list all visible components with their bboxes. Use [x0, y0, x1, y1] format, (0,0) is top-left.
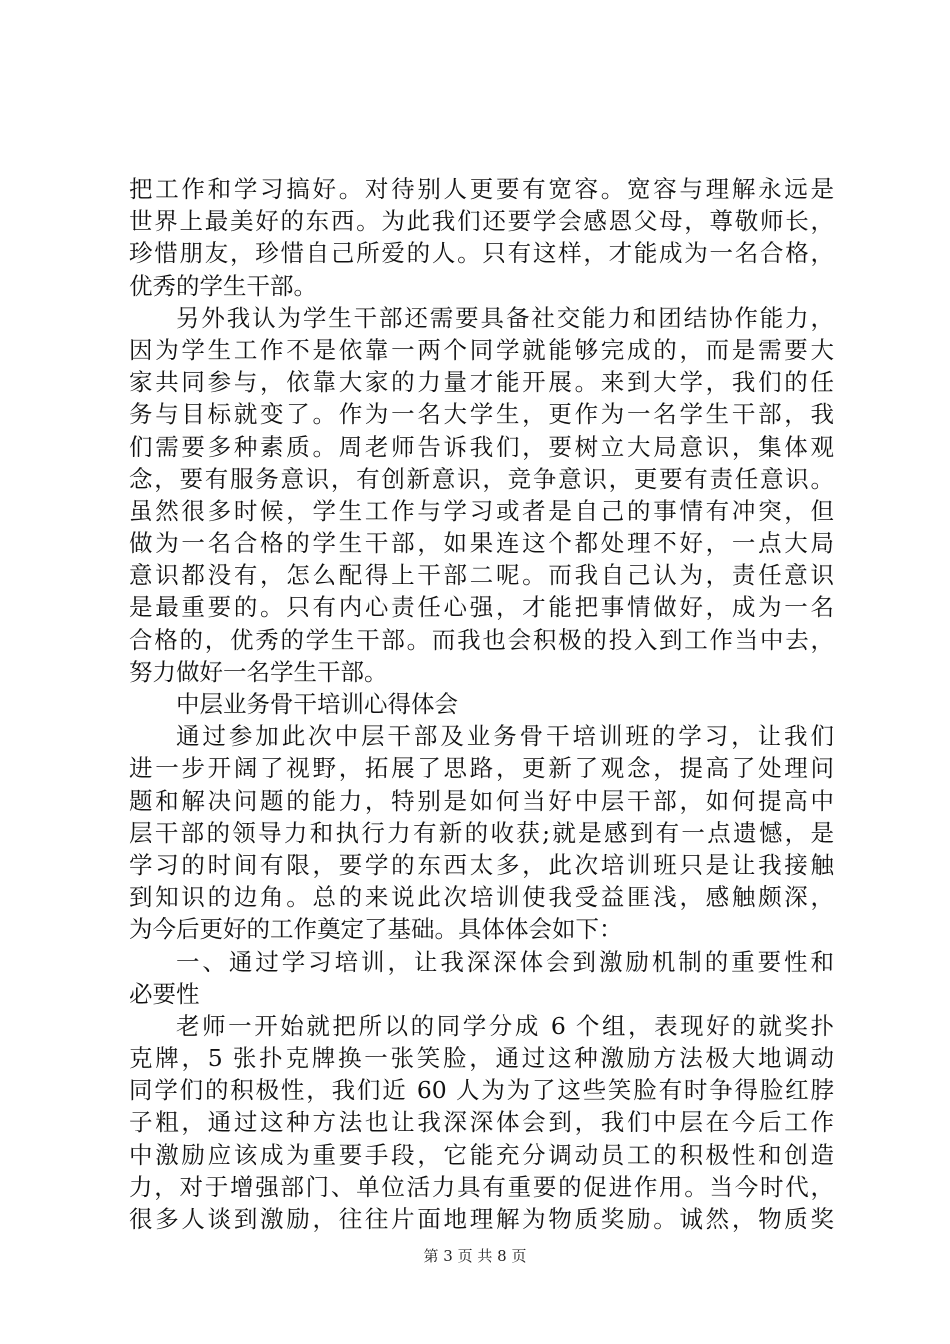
- text-line: 层干部的领导力和执行力有新的收获;就是感到有一点遗憾，是: [129, 818, 834, 847]
- text-line: 进一步开阔了视野，拓展了思路，更新了观念，提高了处理问: [129, 754, 834, 783]
- text-line: 合格的，优秀的学生干部。而我也会积极的投入到工作当中去，: [129, 625, 834, 654]
- page-footer: 第 3 页 共 8 页: [423, 1247, 527, 1265]
- text-line: 做为一名合格的学生干部，如果连这个都处理不好，一点大局: [129, 529, 834, 558]
- text-line: 务与目标就变了。作为一名大学生，更作为一名学生干部，我: [129, 400, 834, 429]
- text-line: 很多人谈到激励，往往片面地理解为物质奖励。诚然，物质奖: [129, 1205, 834, 1233]
- text-line: 力，对于增强部门、单位活力具有重要的促进作用。当今时代，: [129, 1172, 834, 1201]
- text-line: 虽然很多时候，学生工作与学习或者是自己的事情有冲突，但: [129, 496, 834, 525]
- text-line: 为今后更好的工作奠定了基础。具体体会如下：: [129, 915, 623, 944]
- text-line: 通过参加此次中层干部及业务骨干培训班的学习，让我们: [176, 722, 834, 751]
- text-line: 是最重要的。只有内心责任心强，才能把事情做好，成为一名: [129, 593, 834, 622]
- text-line: 们需要多种素质。周老师告诉我们，要树立大局意识，集体观: [129, 432, 834, 461]
- text-line: 意识都没有，怎么配得上干部二呢。而我自己认为，责任意识: [129, 561, 834, 590]
- document-body: [129, 173, 834, 1235]
- text-line: 老师一开始就把所以的同学分成 6 个组，表现好的就奖扑: [176, 1011, 834, 1040]
- text-line: 中激励应该成为重要手段，它能充分调动员工的积极性和创造: [129, 1140, 834, 1169]
- text-line: 学习的时间有限，要学的东西太多，此次培训班只是让我接触: [129, 850, 834, 879]
- text-line: 到知识的边角。总的来说此次培训使我受益匪浅，感触颇深，: [129, 883, 834, 912]
- text-line: 把工作和学习搞好。对待别人更要有宽容。宽容与理解永远是: [129, 175, 834, 203]
- text-line: 子粗，通过这种方法也让我深深体会到，我们中层在今后工作: [129, 1108, 834, 1137]
- text-line: 题和解决问题的能力，特别是如何当好中层干部，如何提高中: [129, 786, 834, 815]
- text-line: 优秀的学生干部。: [129, 271, 317, 300]
- text-line: 同学们的积极性，我们近 60 人为为了这些笑脸有时争得脸红脖: [129, 1076, 834, 1105]
- text-line: 必要性: [129, 979, 200, 1008]
- text-line: 念，要有服务意识，有创新意识，竞争意识，更要有责任意识。: [129, 464, 834, 493]
- text-line: 一、通过学习培训，让我深深体会到激励机制的重要性和: [176, 947, 834, 976]
- text-line: 中层业务骨干培训心得体会: [176, 690, 458, 718]
- text-line: 努力做好一名学生干部。: [129, 657, 388, 686]
- text-line: 珍惜朋友，珍惜自己所爱的人。只有这样，才能成为一名合格，: [129, 239, 834, 268]
- text-line: 另外我认为学生干部还需要具备社交能力和团结协作能力，: [176, 303, 834, 332]
- text-line: 世界上最美好的东西。为此我们还要学会感恩父母，尊敬师长，: [129, 207, 834, 236]
- text-line: 因为学生工作不是依靠一两个同学就能够完成的，而是需要大: [129, 335, 834, 364]
- text-line: 家共同参与，依靠大家的力量才能开展。来到大学，我们的任: [129, 368, 834, 397]
- text-line: 克牌，5 张扑克牌换一张笑脸，通过这种激励方法极大地调动: [129, 1044, 834, 1073]
